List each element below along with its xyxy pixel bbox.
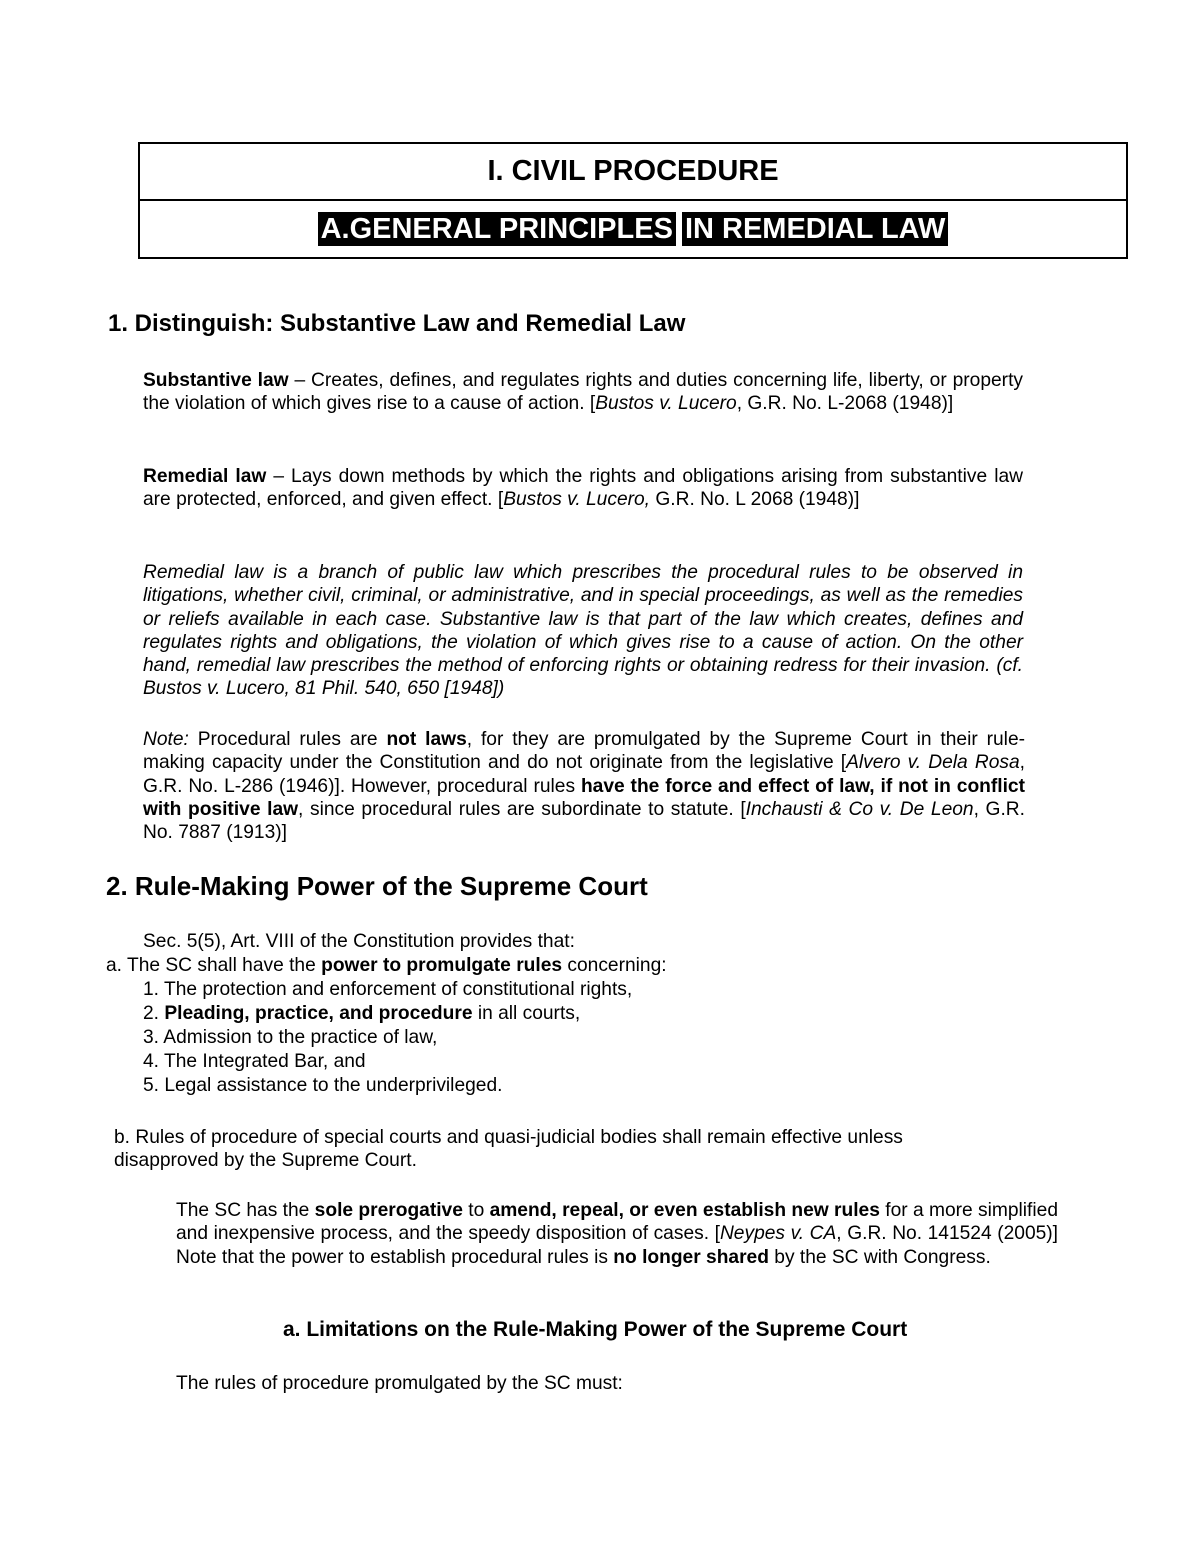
note-text: , G.R. No. 7887 (1913)] xyxy=(143,798,1025,844)
section-title xyxy=(140,201,1126,257)
substantive-law-term: Substantive law xyxy=(143,370,289,391)
case-citation: Alvero v. Dela Rosa xyxy=(846,752,1020,774)
list-item-number: 2. xyxy=(143,1003,165,1024)
list-item: 3. Admission to the practice of law, xyxy=(143,1027,438,1048)
section-title-part2: IN REMEDIAL LAW xyxy=(682,212,948,246)
list-item: 4. The Integrated Bar, and xyxy=(143,1051,366,1072)
sole-bold: amend, repeal, or even establish new rules xyxy=(489,1200,880,1221)
remedial-law-term: Remedial law xyxy=(143,466,267,487)
note-bold: not laws xyxy=(386,729,467,750)
substantive-law-paragraph xyxy=(143,369,1023,416)
item-a xyxy=(106,954,667,977)
note-label: Note: xyxy=(143,729,189,750)
powers-list xyxy=(143,978,632,1098)
substantive-law-definition: – Creates, defines, and regulates rights and duties concerning life, liberty, or property the violation of which gives rise to a cause of action. [ xyxy=(143,370,1023,415)
item-b: b. Rules of procedure of special courts and quasi-judicial bodies shall remain effective unless disapproved by the Supreme Court. xyxy=(114,1127,903,1172)
citation-number: , G.R. No. L-2068 (1948)] xyxy=(736,393,954,415)
remedial-law-explanation: Remedial law is a branch of public law which prescribes the procedural rules to be observed in litigations, whether civil, criminal, or administrative, and in special proceedings, as well as the remedies or reliefs available in each case. Substantive law is that part of the law which creates, defines and regulates rights and obligations, the violation of which gives rise to a cause of action. On the other hand, remedial law prescribes the method of enforcing rights or obtaining redress for their invasion. (cf. Bustos v. Lucero, 81 Phil. 540, 650 [1948]) xyxy=(143,562,1023,700)
list-item-bold: Pleading, practice, and procedure xyxy=(164,1003,473,1024)
constitution-intro: Sec. 5(5), Art. VIII of the Constitution provides that: xyxy=(143,931,575,952)
list-item-text: in all courts, xyxy=(472,1003,581,1024)
item-a-text: a. The SC shall have the xyxy=(106,955,322,976)
item-a-text: concerning: xyxy=(562,955,667,976)
case-citation: Bustos v. Lucero xyxy=(595,393,737,415)
sole-text: to xyxy=(462,1200,490,1221)
heading-distinguish: 1. Distinguish: Substantive Law and Remedial Law xyxy=(108,310,686,337)
sole-text: by the SC with Congress. xyxy=(768,1246,991,1268)
citation-number: G.R. No. L 2068 (1948)] xyxy=(650,489,860,511)
case-citation: Inchausti & Co v. De Leon xyxy=(745,798,974,820)
case-citation: Neypes v. CA xyxy=(719,1223,837,1245)
title-box xyxy=(138,142,1128,259)
list-item: 5. Legal assistance to the underprivileged. xyxy=(143,1075,503,1096)
list-item xyxy=(143,1002,632,1026)
sole-bold: sole prerogative xyxy=(314,1200,463,1221)
note-text: , since procedural rules are subordinate to statute. [ xyxy=(298,798,746,820)
sole-bold: no longer shared xyxy=(613,1246,769,1268)
note-text: , G.R. No. L-286 (1946)]. However, procedural rules xyxy=(143,752,1025,797)
heading-rule-making-power: 2. Rule-Making Power of the Supreme Court xyxy=(106,871,648,901)
sole-text: , G.R. No. 141524 (2005)] Note that the power to establish procedural rules is xyxy=(176,1223,1059,1268)
sole-prerogative-paragraph xyxy=(176,1199,1058,1269)
item-a-bold: power to promulgate rules xyxy=(321,955,563,976)
section-title-part1: A.GENERAL PRINCIPLES xyxy=(318,212,676,246)
document-title: I. CIVIL PROCEDURE xyxy=(140,144,1126,201)
note-text: Procedural rules are xyxy=(188,729,387,750)
remedial-law-paragraph xyxy=(143,465,1023,512)
heading-limitations: a. Limitations on the Rule-Making Power of the Supreme Court xyxy=(283,1318,908,1341)
case-citation: Bustos v. Lucero, xyxy=(503,489,651,511)
remedial-law-definition: – Lays down methods by which the rights and obligations arising from substantive law are protected, enforced, and given effect. [ xyxy=(143,466,1023,511)
sole-text: The SC has the xyxy=(176,1200,315,1221)
limitations-intro: The rules of procedure promulgated by the SC must: xyxy=(176,1373,623,1394)
sole-text: for a more simplified and inexpensive process, and the speedy disposition of cases. [ xyxy=(176,1200,1058,1245)
note-bold: have the force and effect of law, if not in conflict with positive law xyxy=(143,775,1025,820)
note-text: , for they are promulgated by the Supreme Court in their rule-making capacity under the Constitution and do not originate from the legislative [ xyxy=(143,729,1025,774)
note-paragraph xyxy=(143,728,1025,844)
list-item: 1. The protection and enforcement of constitutional rights, xyxy=(143,979,633,1000)
